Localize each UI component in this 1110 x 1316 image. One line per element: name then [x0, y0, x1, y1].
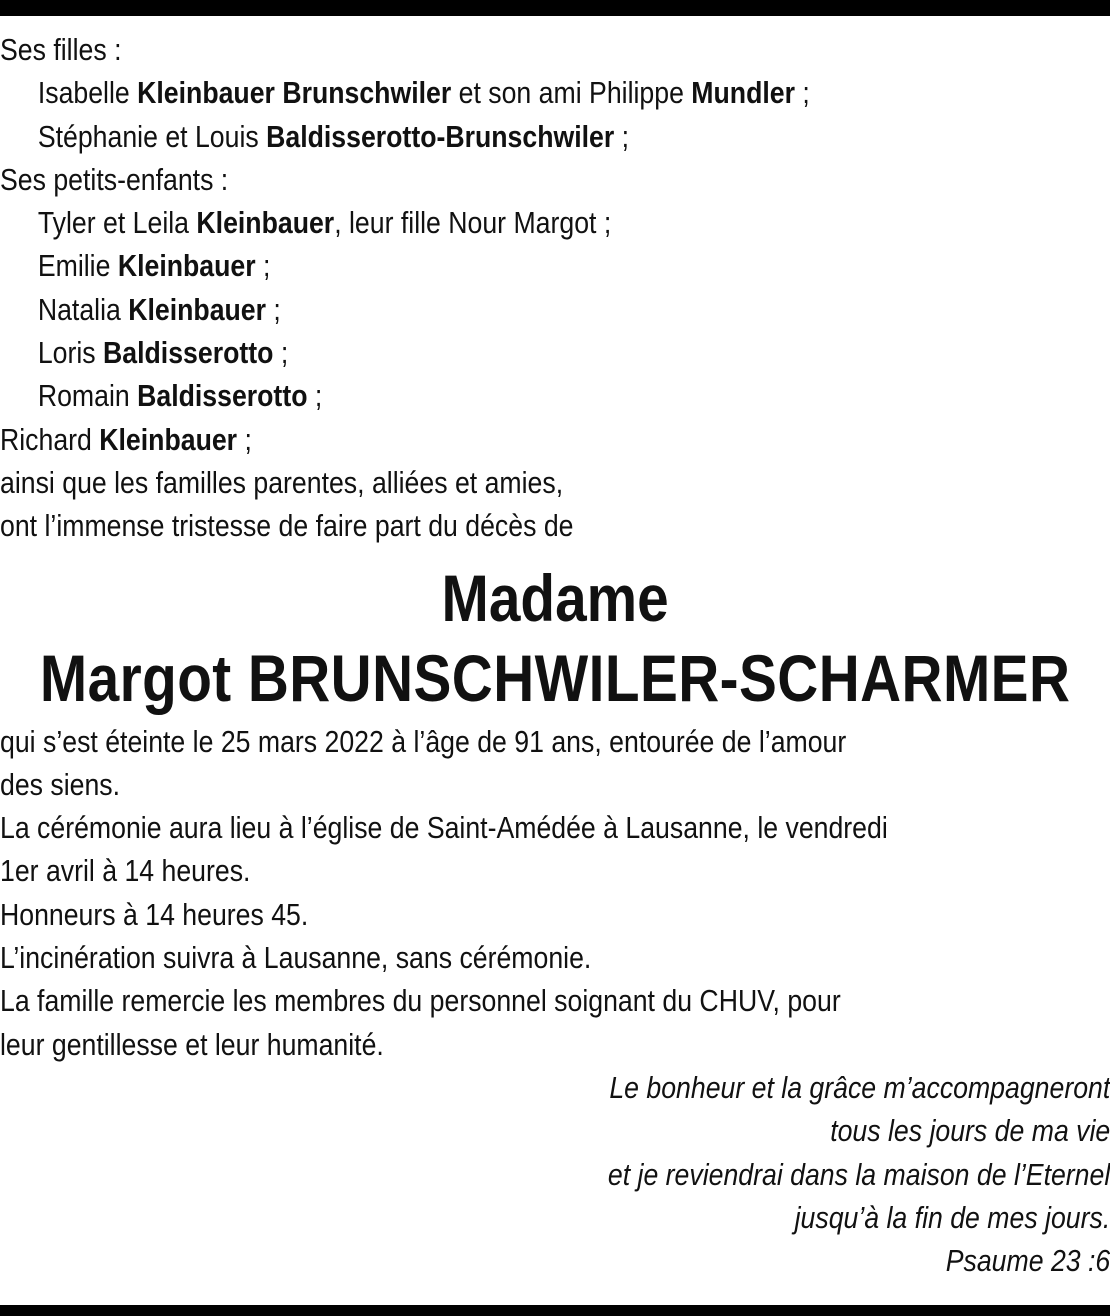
family-text: ; — [614, 118, 630, 154]
family-surname: Kleinbauer — [196, 205, 335, 241]
family-text: et son ami Philippe — [451, 75, 692, 111]
family-text: ; — [237, 421, 252, 457]
family-text: ; — [307, 378, 323, 414]
body-line: La cérémonie aura lieu à l’église de Saint-Amédée à Lausanne, le vendredi — [0, 810, 888, 846]
family-text: Isabelle — [37, 75, 138, 111]
family-surname: Kleinbauer Brunschwiler — [137, 75, 452, 111]
family-line — [0, 331, 1110, 374]
family-line — [0, 158, 1110, 201]
family-text: Ses petits-enfants : — [0, 161, 229, 197]
family-text: Natalia — [37, 291, 129, 327]
family-line — [0, 418, 1110, 461]
family-text: Romain — [37, 378, 138, 414]
family-surname: Baldisserotto — [103, 335, 274, 371]
family-text: Stéphanie et Louis — [37, 118, 267, 154]
body-line: leur gentillesse et leur humanité. — [0, 1026, 384, 1062]
family-surname: Kleinbauer — [128, 291, 267, 327]
family-surname: Kleinbauer — [99, 421, 238, 457]
notice-body — [0, 720, 1110, 1066]
family-line — [0, 115, 1110, 158]
family-surname: Baldisserotto-Brunschwiler — [266, 118, 615, 154]
body-line: des siens. — [0, 766, 121, 802]
family-surname: Kleinbauer — [117, 248, 256, 284]
quote-line: jusqu’à la fin de mes jours. — [794, 1199, 1110, 1235]
family-line — [0, 201, 1110, 244]
family-text: ainsi que les familles parentes, alliées et amies, — [0, 464, 564, 500]
body-line: 1er avril à 14 heures. — [0, 853, 251, 889]
family-surname: Baldisserotto — [137, 378, 308, 414]
body-line: La famille remercie les membres du personnel soignant du CHUV, pour — [0, 983, 841, 1019]
family-line — [0, 374, 1110, 417]
family-text: ; — [794, 75, 810, 111]
quote-citation: Psaume 23 :6 — [945, 1243, 1110, 1279]
family-line — [0, 461, 1110, 504]
title-honorific: Madame — [441, 560, 669, 635]
family-line — [0, 71, 1110, 114]
family-text: , leur fille Nour Margot ; — [334, 205, 612, 241]
quote-line: Le bonheur et la grâce m’accompagneront — [609, 1069, 1110, 1105]
deceased-name: Margot BRUNSCHWILER-SCHARMER — [39, 640, 1071, 715]
family-text: Emilie — [37, 248, 118, 284]
family-text: ont l’immense tristesse de faire part du décès de — [0, 508, 574, 544]
quote-line: et je reviendrai dans la maison de l’Eternel — [607, 1156, 1110, 1192]
body-line: Honneurs à 14 heures 45. — [0, 896, 309, 932]
obituary-notice — [0, 28, 1110, 1282]
family-surname: Mundler — [691, 75, 795, 111]
family-text: ; — [273, 335, 289, 371]
family-text: Tyler et Leila — [37, 205, 197, 241]
family-text: ; — [266, 291, 281, 327]
family-text: Loris — [37, 335, 104, 371]
family-text: Richard — [0, 421, 100, 457]
family-list — [0, 28, 1110, 548]
quote-line: tous les jours de ma vie — [830, 1113, 1110, 1149]
body-line: L’incinération suivra à Lausanne, sans cérémonie. — [0, 940, 592, 976]
family-line — [0, 504, 1110, 547]
family-line — [0, 288, 1110, 331]
body-line: qui s’est éteinte le 25 mars 2022 à l’âge de 91 ans, entourée de l’amour — [0, 723, 847, 759]
psalm-quote — [0, 1066, 1110, 1282]
family-text: ; — [255, 248, 271, 284]
top-border — [0, 0, 1110, 16]
family-line — [0, 28, 1110, 71]
family-text: Ses filles : — [0, 32, 122, 67]
bottom-border — [0, 1305, 1110, 1316]
family-line — [0, 244, 1110, 287]
